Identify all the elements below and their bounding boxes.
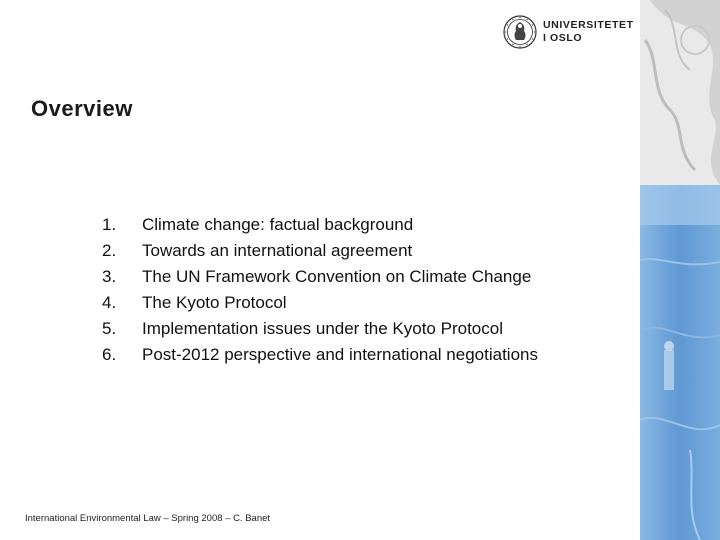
agenda-item-text: Implementation issues under the Kyoto Protocol [142, 319, 503, 338]
decorative-sidebar-image [640, 0, 720, 540]
agenda-item [102, 342, 538, 368]
logo-line-2: I OSLO [543, 32, 583, 44]
agenda-item [102, 290, 538, 316]
agenda-item-number: 4. [102, 293, 117, 312]
slide-title: Overview [31, 96, 133, 121]
agenda-item-number: 5. [102, 319, 117, 338]
agenda-item-number: 1. [102, 215, 117, 234]
university-seal-icon [503, 15, 537, 49]
agenda-item [102, 212, 538, 238]
logo-line-1: UNIVERSITETET [543, 19, 634, 31]
university-logo [503, 15, 635, 51]
agenda-item-text: Climate change: factual background [142, 215, 414, 234]
agenda-item-text: The UN Framework Convention on Climate Change [142, 267, 532, 286]
agenda-item-number: 3. [102, 267, 117, 286]
agenda-item-text: The Kyoto Protocol [142, 293, 287, 312]
agenda-item-number: 6. [102, 345, 117, 364]
agenda-item-text: Post-2012 perspective and international negotiations [142, 345, 538, 364]
agenda-item [102, 316, 538, 342]
university-wordmark [543, 19, 634, 45]
slide-footer: International Environmental Law – Spring 2008 – C. Banet [25, 513, 271, 524]
agenda-item-text: Towards an international agreement [142, 241, 413, 260]
agenda-item [102, 264, 538, 290]
agenda-item [102, 238, 538, 264]
agenda-list [102, 212, 538, 368]
agenda-item-number: 2. [102, 241, 117, 260]
